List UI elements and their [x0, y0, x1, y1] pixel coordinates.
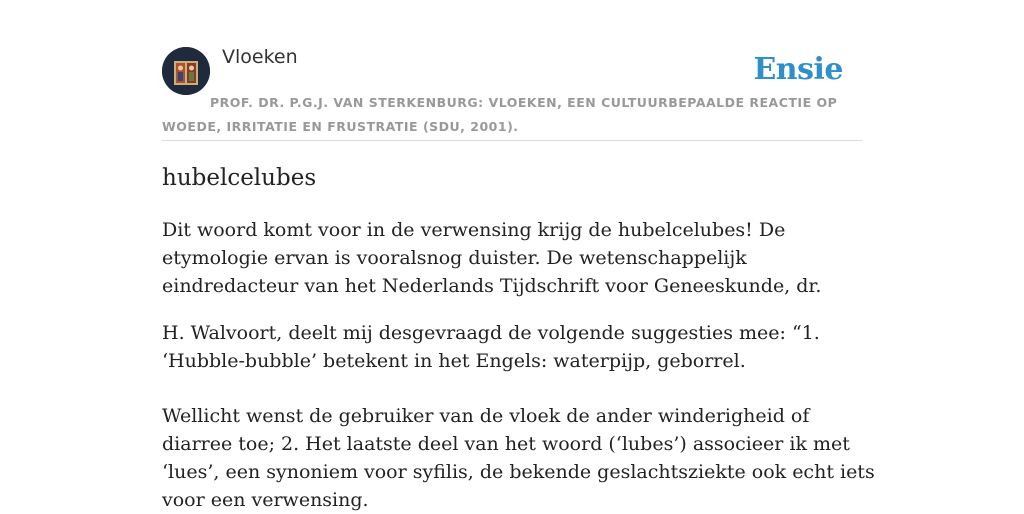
avatar[interactable]	[162, 47, 210, 95]
entry-card	[162, 44, 875, 511]
author-name[interactable]: Vloeken	[222, 46, 298, 68]
entry-title: hubelcelubes	[162, 165, 317, 191]
entry-body	[162, 216, 877, 514]
brand-logo[interactable]: Ensie	[753, 52, 843, 87]
entry-header	[162, 44, 862, 141]
paragraph-1: Dit woord komt voor in de verwensing krijg de hubelcelubes! De etymologie ervan is vooralsnog duister. De wetenschappelijk eindredacteur van het Nederlands Tijdschrift voor Geneeskunde, dr.	[162, 219, 822, 297]
source-citation: PROF. DR. P.G.J. VAN STERKENBURG: VLOEKEN, EEN CULTUURBEPAALDE REACTIE OP WOEDE, IRRITATIE EN FRUSTRATIE (SDU, 2001).	[162, 95, 838, 134]
paragraph-2: H. Walvoort, deelt mij desgevraagd de volgende suggesties mee: “1. ‘Hubble-bubble’ betekent in het Engels: waterpijp, geborrel.	[162, 322, 820, 372]
paragraph-3: Wellicht wenst de gebruiker van de vloek de ander winderigheid of diarree toe; 2. Het laatste deel van het woord (‘lubes’) associeer ik met ‘lues’, een synoniem voor syfilis, de bekende geslachtsziekte ook echt iets voor een verwensing.	[162, 405, 875, 511]
book-cover-icon	[162, 47, 210, 95]
